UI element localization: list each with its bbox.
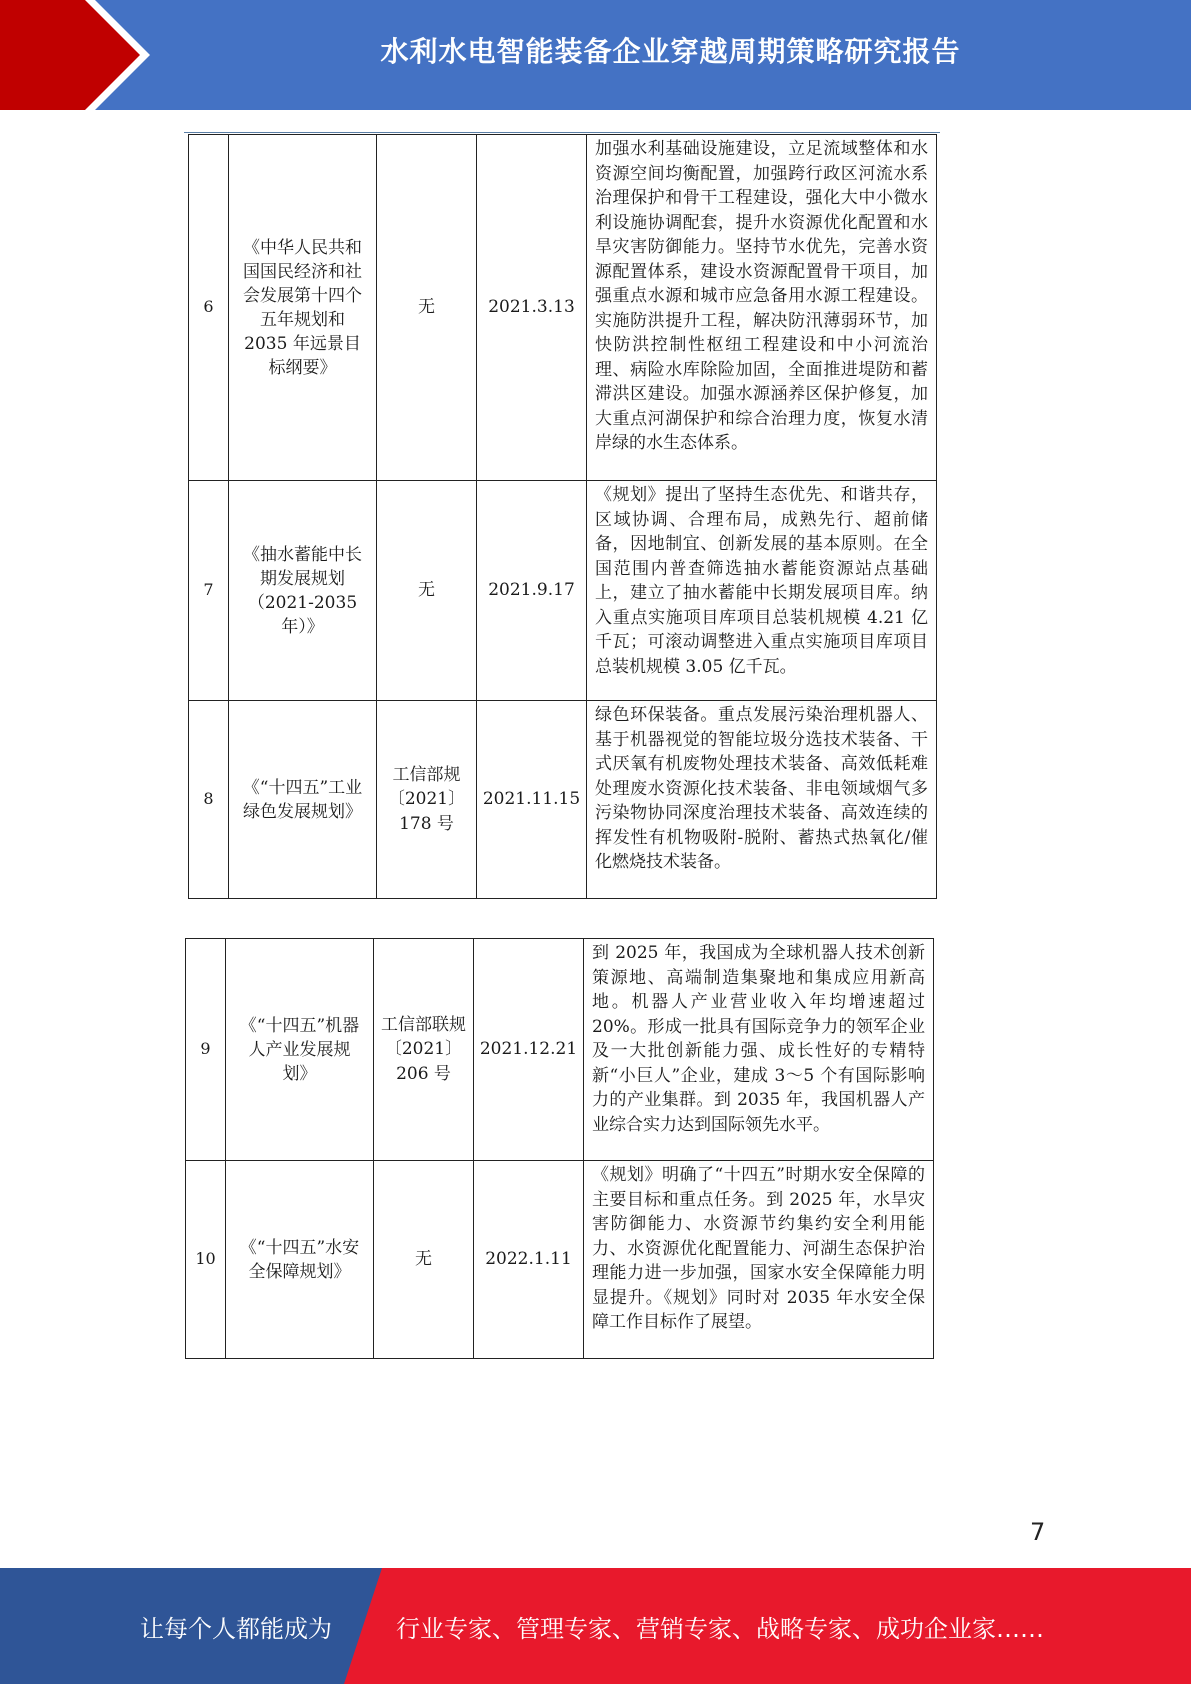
document-number: 工信部规〔2021〕178 号: [377, 701, 477, 899]
document-number: 工信部联规〔2021〕206 号: [374, 939, 474, 1161]
footer-slogan-right: 行业专家、管理专家、营销专家、战略专家、成功企业家……: [396, 1614, 1044, 1643]
policy-table-2: [185, 938, 934, 1359]
page-number: 7: [1030, 1518, 1046, 1546]
row-number: 10: [186, 1161, 226, 1359]
row-number: 8: [189, 701, 229, 899]
policy-table-1: [188, 134, 937, 899]
policy-name: 《中华人民共和国国民经济和社会发展第十四个五年规划和 2035 年远景目标纲要》: [229, 135, 377, 481]
header-chevron-decoration: [0, 0, 160, 110]
document-number: 无: [377, 135, 477, 481]
policy-description: 加强水利基础设施建设，立足流域整体和水资源空间均衡配置，加强跨行政区河流水系治理保护和骨干工程建设，强化大中小微水利设施协调配套，提升水资源优化配置和水旱灾害防御能力。坚持节水优先，完善水资源配置体系，建设水资源配置骨干项目，加强重点水源和城市应急备用水源工程建设。实施防洪提升工程，解决防汛薄弱环节，加快防洪控制性枢纽工程建设和中小河流治理、病险水库除险加固，全面推进堤防和蓄滞洪区建设。加强水源涵养区保护修复，加大重点河湖保护和综合治理力度，恢复水清岸绿的水生态体系。: [587, 135, 937, 481]
issue-date: 2021.9.17: [477, 481, 587, 701]
issue-date: 2022.1.11: [474, 1161, 584, 1359]
table-row: [189, 135, 937, 481]
policy-description: 到 2025 年，我国成为全球机器人技术创新策源地、高端制造集聚地和集成应用新高地。机器人产业营业收入年均增速超过 20%。形成一批具有国际竞争力的领军企业及一大批创新能力强、成长性好的专精特新“小巨人”企业，建成 3～5 个有国际影响力的产业集群。到 2035 年，我国机器人产业综合实力达到国际领先水平。: [584, 939, 934, 1161]
policy-description: 绿色环保装备。重点发展污染治理机器人、基于机器视觉的智能垃圾分选技术装备、干式厌氧有机废物处理技术装备、高效低耗难处理废水资源化技术装备、非电领域烟气多污染物协同深度治理技术装备、高效连续的挥发性有机物吸附-脱附、蓄热式热氧化/催化燃烧技术装备。: [587, 701, 937, 899]
policy-name: 《“十四五”工业绿色发展规划》: [229, 701, 377, 899]
document-number: 无: [377, 481, 477, 701]
report-header: [0, 0, 1191, 110]
issue-date: 2021.12.21: [474, 939, 584, 1161]
row-number: 9: [186, 939, 226, 1161]
table-row: [189, 481, 937, 701]
footer-slogan-left: 让每个人都能成为: [140, 1614, 332, 1643]
row-number: 6: [189, 135, 229, 481]
policy-description: 《规划》明确了“十四五”时期水安全保障的主要目标和重点任务。到 2025 年，水旱灾害防御能力、水资源节约集约安全利用能力、水资源优化配置能力、河湖生态保护治理能力进一步加强，国家水安全保障能力明显提升。《规划》同时对 2035 年水安全保障工作目标作了展望。: [584, 1161, 934, 1359]
report-title: 水利水电智能装备企业穿越周期策略研究报告: [380, 35, 961, 68]
policy-description: 《规划》提出了坚持生态优先、和谐共存，区域协调、合理布局，成熟先行、超前储备，因地制宜、创新发展的基本原则。在全国范围内普查筛选抽水蓄能资源站点基础上，建立了抽水蓄能中长期发展项目库。纳入重点实施项目库项目总装机规模 4.21 亿千瓦；可滚动调整进入重点实施项目库项目总装机规模 3.05 亿千瓦。: [587, 481, 937, 701]
issue-date: 2021.11.15: [477, 701, 587, 899]
table-row: [189, 701, 937, 899]
policy-name: 《抽水蓄能中长期发展规划（2021-2035 年）》: [229, 481, 377, 701]
table-row: [186, 1161, 934, 1359]
document-number: 无: [374, 1161, 474, 1359]
table-row: [186, 939, 934, 1161]
report-footer: [0, 1568, 1191, 1684]
policy-name: 《“十四五”机器人产业发展规划》: [226, 939, 374, 1161]
table-top-rule: [184, 132, 940, 133]
policy-name: 《“十四五”水安全保障规划》: [226, 1161, 374, 1359]
row-number: 7: [189, 481, 229, 701]
issue-date: 2021.3.13: [477, 135, 587, 481]
